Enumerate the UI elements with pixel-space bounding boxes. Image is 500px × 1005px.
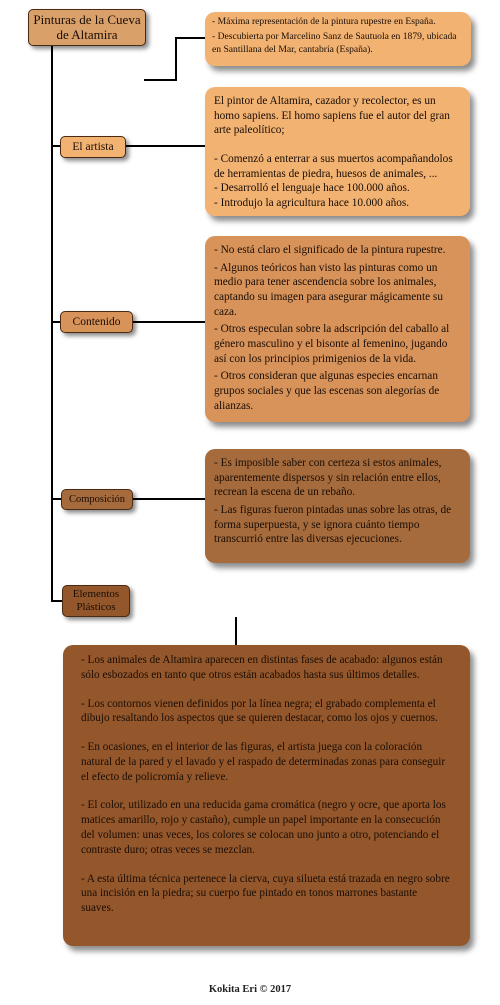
composicion-box — [205, 449, 470, 563]
composicion-label: Composición — [68, 493, 125, 505]
artista-label: El artista — [72, 140, 114, 153]
elementos-text-1: - Los animales de Altamira aparecen en distintas fases de acabado: algunos están sólo esbozados en tanto que otros están acabados hasta sus últimos detalles. — [81, 654, 443, 681]
elementos-node — [62, 585, 130, 617]
artista-text-1: El pintor de Altamira, cazador y recolector, es un homo sapiens. El homo sapiens fue el autor del gran arte paleolítico; — [214, 95, 450, 137]
composicion-text-1: - Es imposible saber con certeza si estos animales, aparentemente dispersos y sin relación entre ellos, recrean la escena de un rebaño. — [214, 457, 442, 499]
artista-node — [60, 136, 126, 158]
contenido-box — [205, 236, 470, 422]
elementos-text-2: - Los contornos vienen definidos por la línea negra; el grabado complementa el dibujo resaltando los aspectos que se quieren destacar, como los ojos y cuernos. — [81, 697, 438, 725]
title-to-intro-line — [144, 38, 205, 80]
contenido-node — [60, 311, 133, 333]
artista-text-4: - Introdujo la agricultura hace 10.000 años. — [214, 197, 410, 210]
composicion-text-2: - Las figuras fueron pintadas unas sobre las otras, de forma superpuesta, y se ignora cuánto tiempo transcurrió entre las diversas ejecuciones. — [214, 504, 452, 546]
elementos-text-3: - En ocasiones, en el interior de las figuras, el artista juega con la coloración natural de la pared y el lavado y el raspado de determinadas zonas para conseguir el efecto de policromía y relieve. — [81, 741, 446, 783]
artista-text-2: - Comenzó a enterrar a sus muertos acompañandolos de herramientas de piedra, huesos de animales, ... — [214, 153, 453, 180]
elementos-text-4: - El color, utilizado en una reducida gama cromática (negro y ocre, que aporta los matices amarillo, rojo y castaño), cumple un papel importante en la consecución del volumen: unas veces, los colores se colocan uno junto a otro, potenciando el contraste duro; otras veces se mezclan. — [81, 799, 446, 856]
intro-box — [205, 12, 471, 66]
footer-credit: Kokita Eri © 2017 — [208, 984, 292, 995]
composicion-node — [61, 489, 133, 510]
artista-box — [205, 87, 470, 216]
contenido-text-4: - Otros consideran que algunas especies encarnan grupos sociales y que las escenas son alegorías de alianzas. — [214, 370, 440, 412]
intro-line-1: - Máxima representación de la pintura rupestre en España. — [212, 16, 436, 27]
contenido-text-3: - Otros especulan sobre la adscripción del caballo al género masculino y el bisonte al femenino, jugando así con los principios primigenios de la vida. — [214, 323, 450, 365]
contenido-text-2: - Algunos teóricos han visto las pinturas como un medio para tener ascendencia sobre los animales, captando su imagen para asegurar mágicamente su caza. — [214, 261, 443, 318]
title-node — [28, 9, 146, 46]
contenido-label: Contenido — [72, 315, 121, 328]
intro-line-2: - Descubierta por Marcelino Sanz de Sautuola en 1879, ubicada en Santillana del Mar, cantabría (España). — [212, 31, 457, 55]
elementos-box — [63, 645, 470, 946]
elementos-label: Elementos Plásticos — [72, 588, 120, 613]
title-text: Pinturas de la Cueva de Altamira — [33, 12, 141, 42]
elementos-text-5: - A esta última técnica pertenece la cierva, cuya silueta está trazada en negro sobre una incisión en la piedra; su cuerpo fue pintado en tonos marrones bastante suaves. — [81, 872, 450, 915]
artista-text-3: - Desarrolló el lenguaje hace 100.000 años. — [214, 182, 410, 195]
contenido-text-1: - No está claro el significado de la pintura rupestre. — [214, 244, 446, 256]
